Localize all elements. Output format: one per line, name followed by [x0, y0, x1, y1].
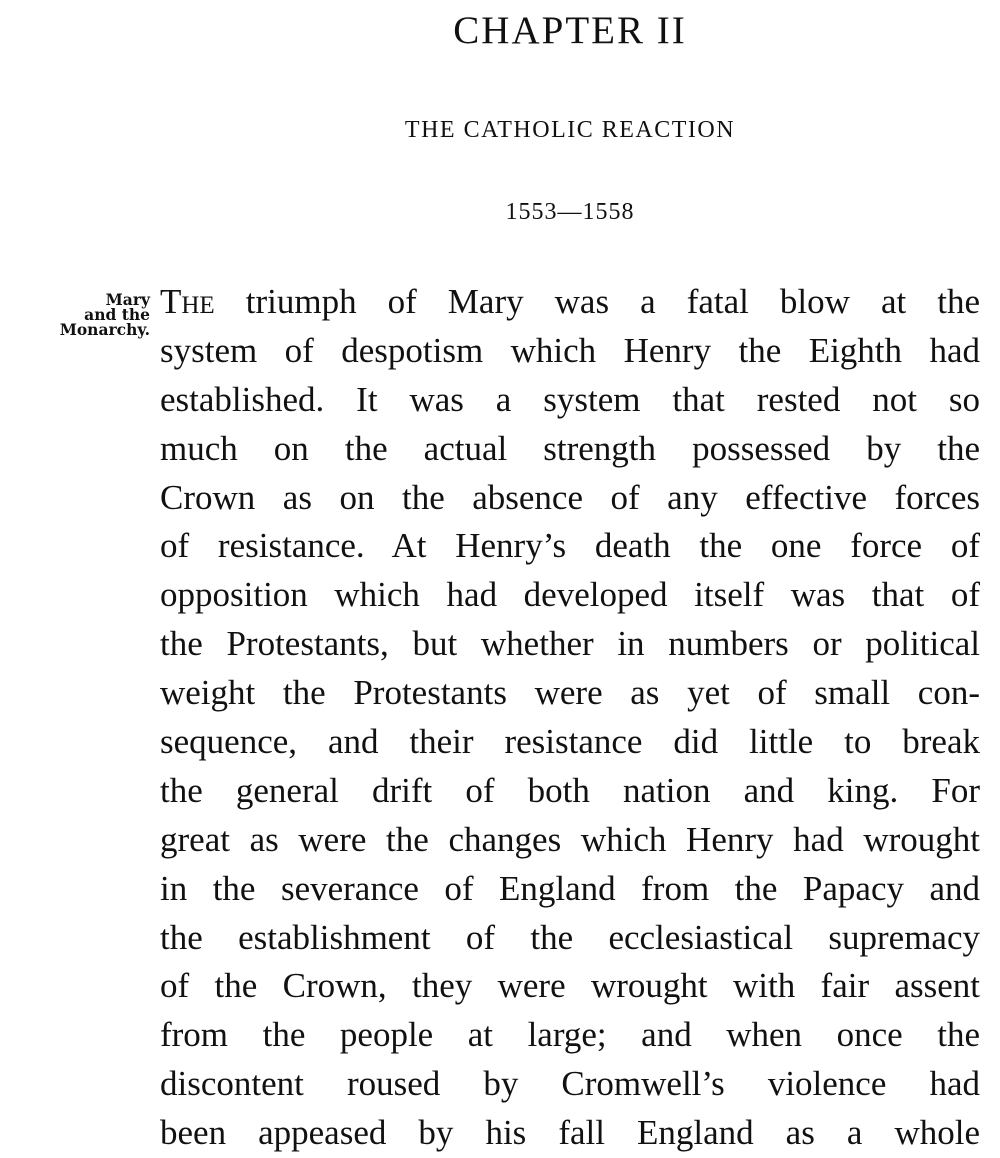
text-line: system of despotism which Henry the Eighth had: [160, 330, 980, 370]
margin-sidenote: [10, 292, 150, 337]
chapter-dates: 1553—1558: [505, 199, 635, 225]
text-line: weight the Protestants were as yet of small con-: [160, 673, 980, 713]
text-line: Crown as on the absence of any effective forces: [160, 477, 980, 517]
body-paragraph: [160, 278, 980, 1158]
text-line: in the severance of England from the Papacy and: [160, 868, 980, 908]
text-line: established. It was a system that rested not so: [160, 379, 980, 419]
first-text-line: [160, 278, 980, 327]
text-line: the establishment of the ecclesiastical supremacy: [160, 917, 980, 957]
text-line: the general drift of both nation and king. For: [160, 770, 980, 810]
sidenote-line: Monarchy.: [59, 320, 150, 339]
text-line: sequence, and their resistance did little to break: [160, 722, 980, 762]
text-line: of the Crown, they were wrought with fair assent: [160, 966, 980, 1006]
first-line-rest: triumph of Mary was a fatal blow at the: [214, 282, 980, 321]
text-line: the Protestants, but whether in numbers or political: [160, 624, 980, 664]
text-line: great as were the changes which Henry had wrought: [160, 819, 980, 859]
text-line: been appeased by his fall England as a whole: [160, 1113, 980, 1153]
text-line: from the people at large; and when once the: [160, 1015, 980, 1055]
text-line: opposition which had developed itself was that of: [160, 575, 980, 615]
sidenote-line: and the: [84, 305, 150, 324]
chapter-subtitle: THE CATHOLIC REACTION: [404, 117, 736, 143]
opening-word: The: [160, 282, 215, 321]
text-line: much on the actual strength possessed by the: [160, 428, 980, 468]
chapter-title: CHAPTER II: [453, 9, 687, 52]
text-line: of resistance. At Henry’s death the one force of: [160, 526, 980, 566]
text-line: discontent roused by Cromwell’s violence had: [160, 1064, 980, 1104]
sidenote-line: Mary: [105, 290, 150, 309]
